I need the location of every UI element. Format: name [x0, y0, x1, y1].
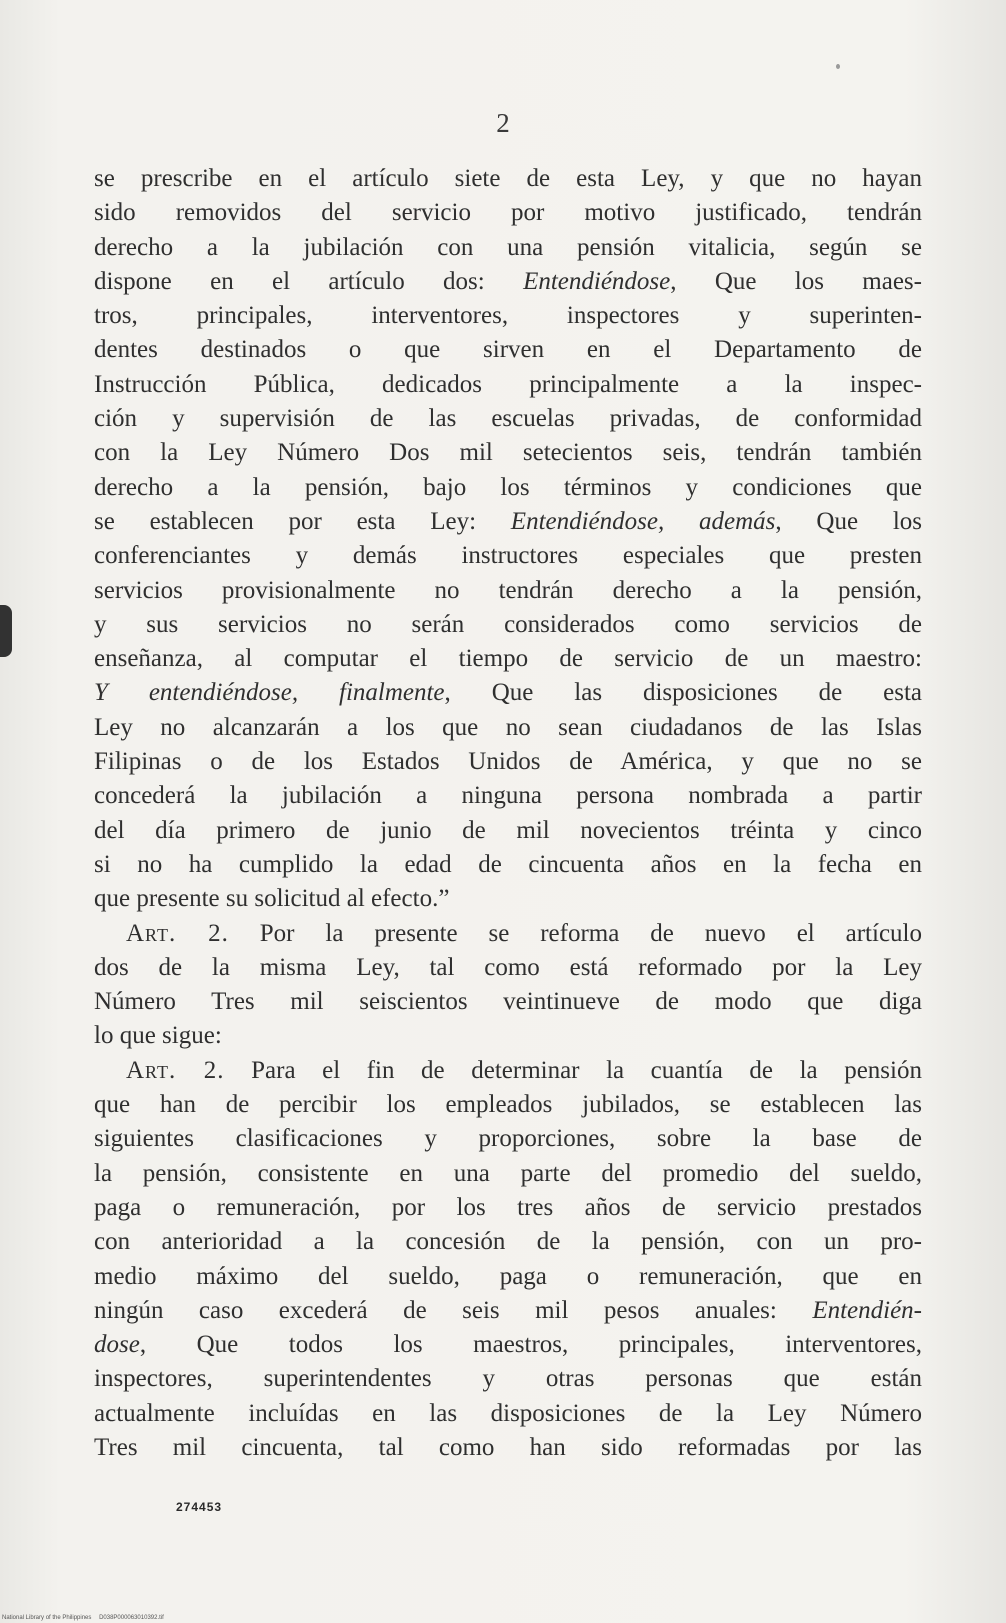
line-text-pre: se establecen por esta Ley: [94, 507, 511, 535]
text-line [94, 1225, 922, 1259]
text-line [94, 1122, 922, 1156]
line-text: con la Ley Número Dos mil setecientos seis, tendrán también [94, 439, 922, 467]
text-line [94, 162, 922, 196]
line-text-italic: Entendién- [812, 1296, 922, 1324]
line-text-italic: dose [94, 1331, 140, 1359]
article-label: Art. 2. [126, 1056, 225, 1084]
text-line [94, 1362, 922, 1396]
text-line [94, 745, 922, 779]
text-line [94, 1294, 922, 1328]
text-line [94, 299, 922, 333]
text-line [94, 368, 922, 402]
line-text-post: , Que los maes- [670, 267, 922, 295]
text-line [94, 882, 922, 916]
line-text: del día primero de junio de mil novecientos tréinta y cinco [94, 816, 922, 844]
text-line [94, 196, 922, 230]
text-line [94, 1157, 922, 1191]
line-text: dos de la misma Ley, tal como está reformado por la Ley [94, 953, 922, 981]
text-line [94, 1431, 922, 1465]
text-line [94, 574, 922, 608]
text-line [94, 265, 922, 299]
text-line [94, 1019, 922, 1053]
line-text: Número Tres mil seiscientos veintinueve de modo que diga [94, 988, 922, 1016]
text-line [94, 642, 922, 676]
text-line [94, 1191, 922, 1225]
text-line [94, 676, 922, 710]
body-text [94, 162, 922, 1465]
text-line [94, 539, 922, 573]
line-text-post: , Que todos los maestros, principales, interventores, [139, 1331, 922, 1359]
line-text-italic: Y entendiéndose, finalmente [94, 679, 445, 707]
line-text: se prescribe en el artículo siete de esta Ley, y que no hayan [94, 165, 922, 192]
line-text: paga o remuneración, por los tres años de servicio prestados [94, 1193, 922, 1221]
line-text: enseñanza, al computar el tiempo de servicio de un maestro: [94, 645, 922, 673]
text-line [94, 917, 922, 951]
scan-speck [836, 64, 840, 69]
text-line [94, 1328, 922, 1362]
text-line [94, 1054, 922, 1088]
line-text: medio máximo del sueldo, paga o remuneración, que en [94, 1262, 922, 1290]
line-text: que presente su solicitud al efecto.” [94, 885, 450, 913]
line-text: que han de percibir los empleados jubilados, se establecen las [94, 1091, 922, 1119]
line-text-post: Para el fin de determinar la cuantía de la pensión [224, 1056, 922, 1084]
line-text: Filipinas o de los Estados Unidos de América, y que no se [94, 748, 922, 776]
text-line [94, 1088, 922, 1122]
printer-code: 274453 [176, 1500, 223, 1514]
line-text: conferenciantes y demás instructores especiales que presten [94, 542, 922, 570]
line-text: dentes destinados o que sirven en el Departamento de [94, 336, 922, 364]
text-line [94, 471, 922, 505]
line-text: Instrucción Pública, dedicados principalmente a la inspec- [94, 370, 922, 398]
line-text-pre: ningún caso excederá de seis mil pesos anuales: [94, 1296, 813, 1324]
line-text-italic: Entendiéndose, además [510, 507, 776, 535]
line-text: y sus servicios no serán considerados como servicios de [94, 610, 922, 638]
text-line [94, 608, 922, 642]
line-text: lo que sigue: [94, 1022, 222, 1050]
footer-source: National Library of the Philippines [2, 1615, 92, 1621]
line-text: concederá la jubilación a ninguna persona nombrada a partir [94, 782, 922, 810]
text-line [94, 333, 922, 367]
line-text: con anterioridad a la concesión de la pensión, con un pro- [94, 1228, 922, 1256]
line-text: derecho a la jubilación con una pensión vitalicia, según se [94, 233, 922, 261]
text-line [94, 505, 922, 539]
line-text-pre: dispone en el artículo dos: [94, 267, 524, 295]
text-line [94, 231, 922, 265]
scan-footer [0, 1615, 1006, 1621]
line-text: ción y supervisión de las escuelas privadas, de conformidad [94, 405, 922, 433]
line-text-post: , Que las disposiciones de esta [444, 679, 922, 707]
line-text: sido removidos del servicio por motivo justificado, tendrán [94, 199, 922, 227]
line-text-post: Por la presente se reforma de nuevo el artículo [228, 919, 922, 947]
text-line [94, 402, 922, 436]
text-line [94, 985, 922, 1019]
line-text: Ley no alcanzarán a los que no sean ciudadanos de las Islas [94, 713, 922, 741]
text-line [94, 814, 922, 848]
line-text: derecho a la pensión, bajo los términos y condiciones que [94, 473, 922, 501]
article-label: Art. 2. [126, 919, 229, 947]
line-text: siguientes clasificaciones y proporciones, sobre la base de [94, 1125, 922, 1153]
binding-edge-mark [0, 605, 12, 657]
text-line [94, 436, 922, 470]
line-text: si no ha cumplido la edad de cincuenta años en la fecha en [94, 850, 922, 878]
line-text: servicios provisionalmente no tendrán derecho a la pensión, [94, 576, 922, 604]
line-text: la pensión, consistente en una parte del promedio del sueldo, [94, 1159, 922, 1187]
text-line [94, 848, 922, 882]
text-line [94, 711, 922, 745]
text-line [94, 1397, 922, 1431]
line-text: inspectores, superintendentes y otras personas que están [94, 1365, 922, 1393]
line-text-post: , Que los [775, 507, 923, 535]
line-text-italic: Entendiéndose [523, 267, 671, 295]
line-text: actualmente incluídas en las disposiciones de la Ley Número [94, 1399, 922, 1427]
footer-code: D038P000063010392.tif [99, 1615, 164, 1621]
line-text: tros, principales, interventores, inspectores y superinten- [94, 302, 922, 330]
text-line [94, 1260, 922, 1294]
line-text: Tres mil cincuenta, tal como han sido reformadas por las [94, 1433, 922, 1461]
page-number: 2 [496, 108, 510, 138]
text-line [94, 951, 922, 985]
text-line [94, 779, 922, 813]
